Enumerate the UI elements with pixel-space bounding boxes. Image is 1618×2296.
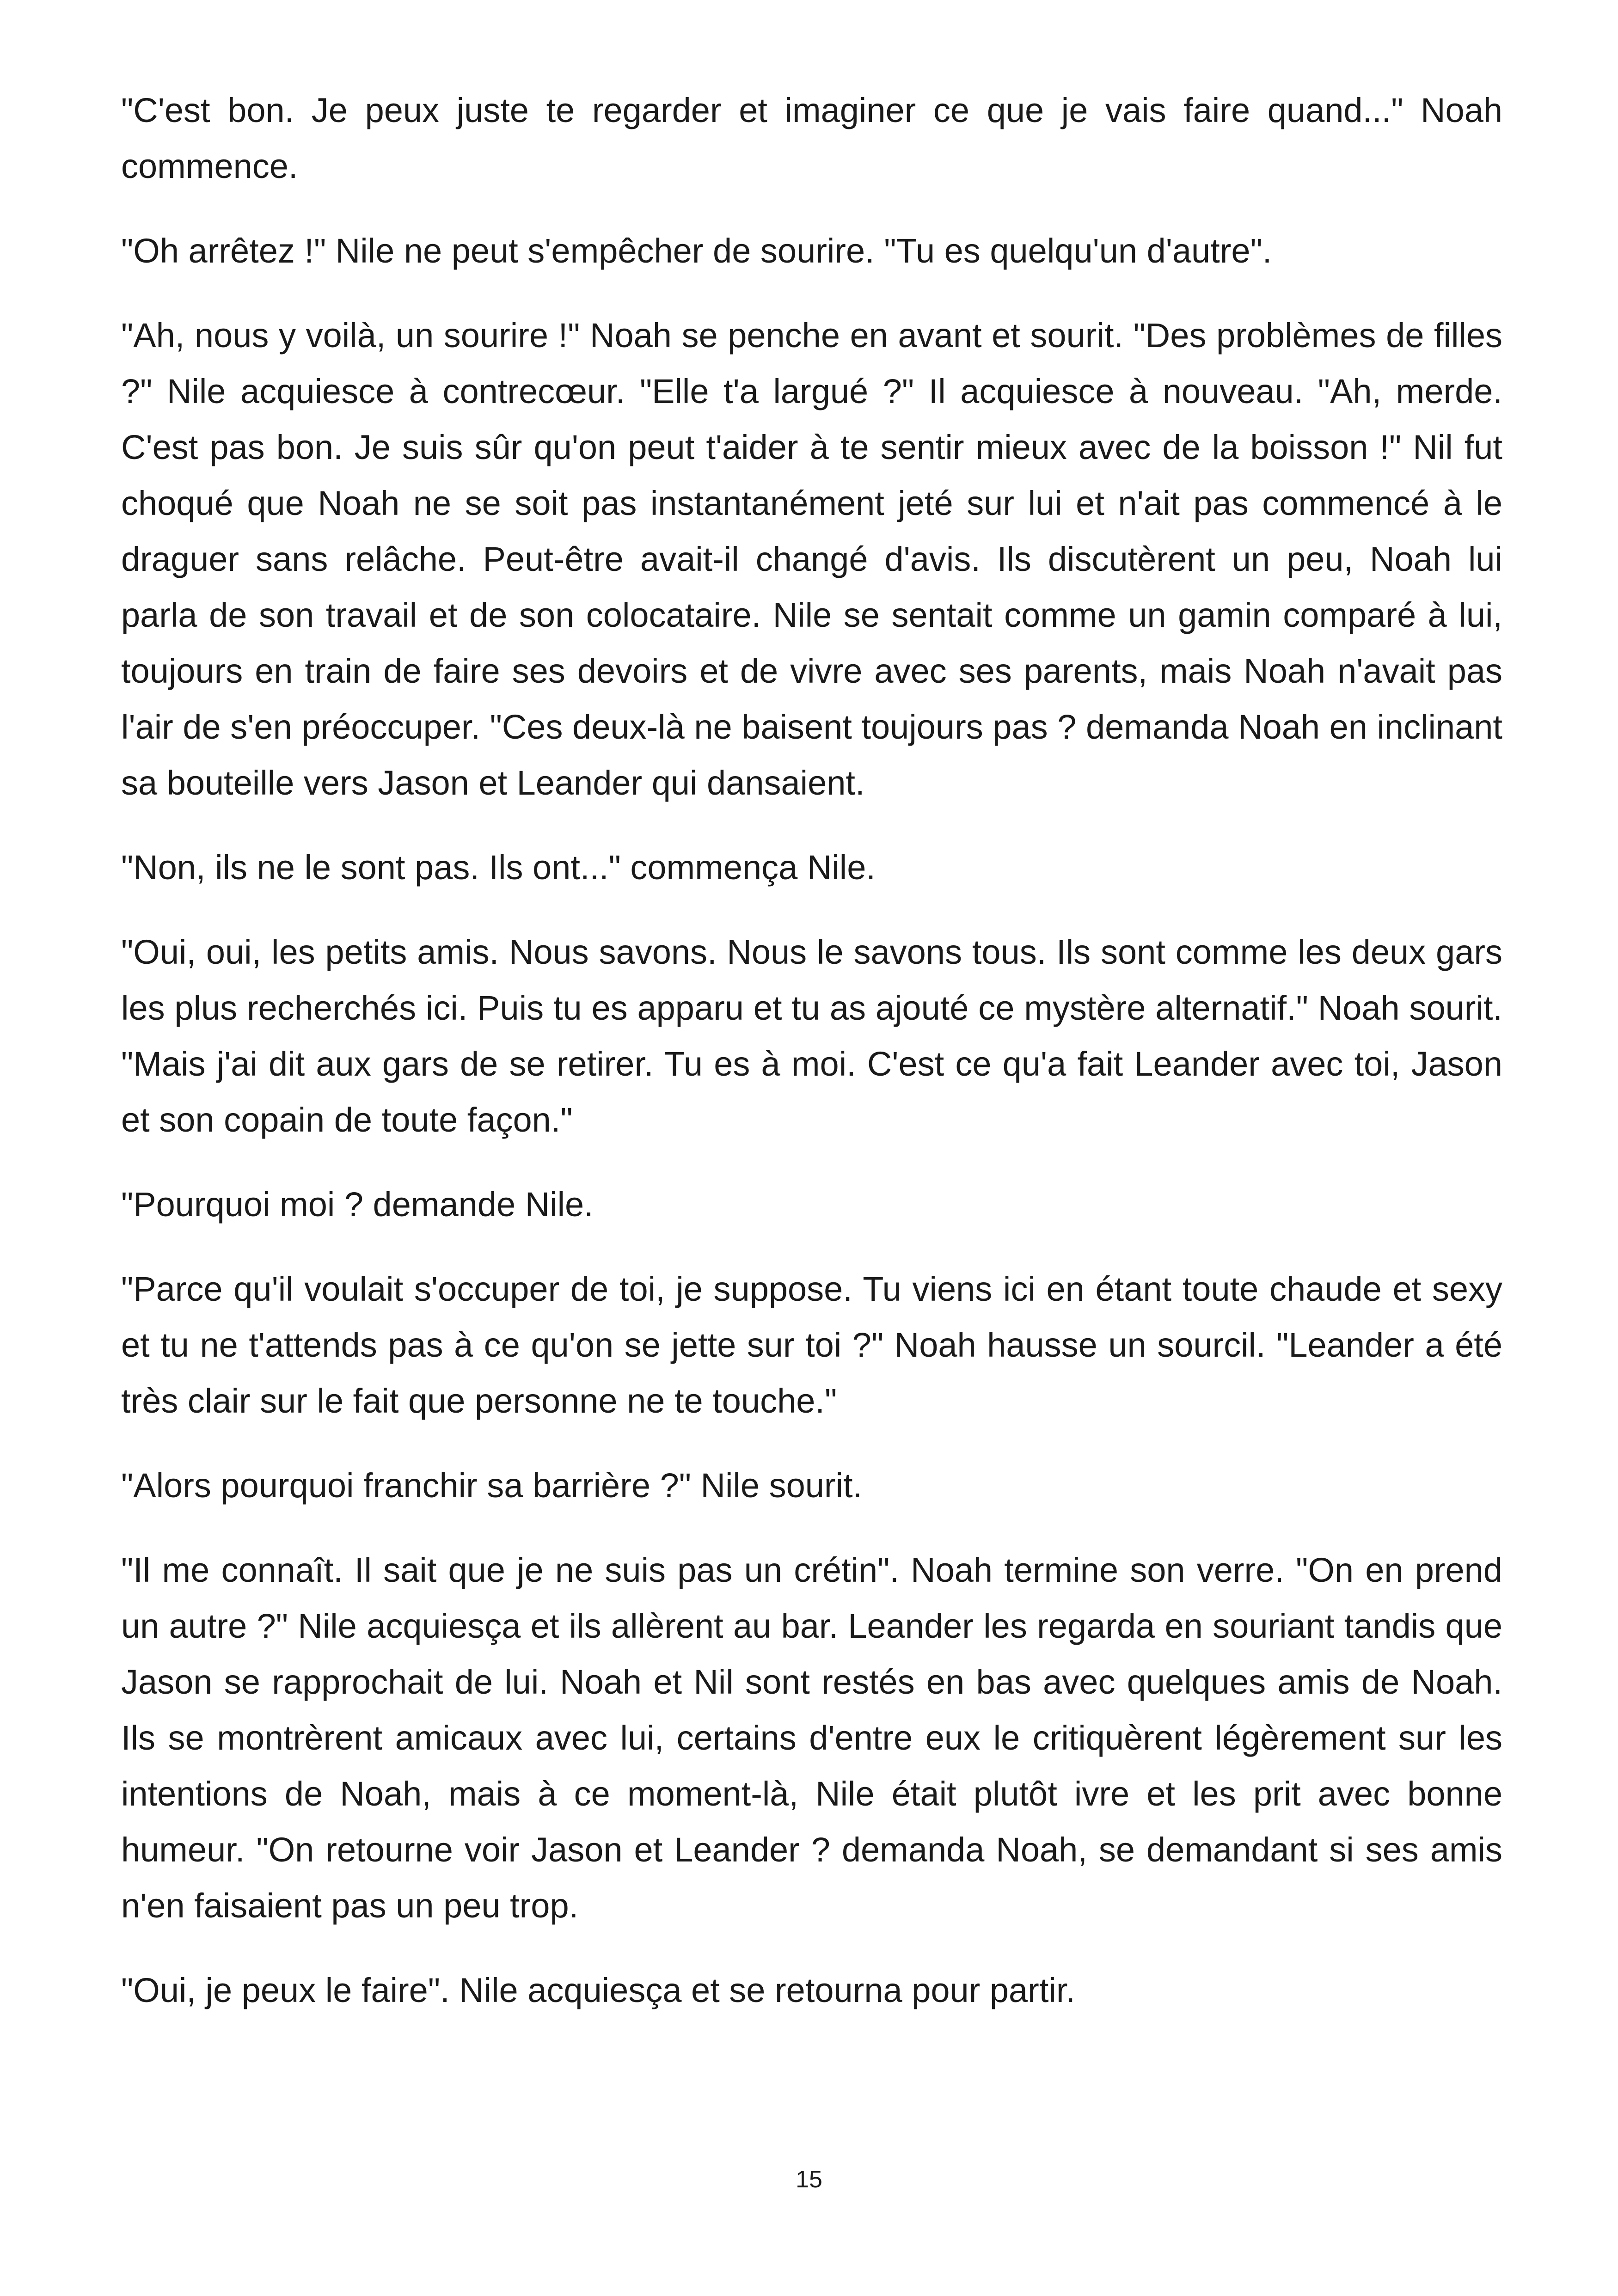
paragraph-5: "Oui, oui, les petits amis. Nous savons. Nous le savons tous. Ils sont comme les deux gars les plus recherchés ici. Puis tu es apparu et tu as ajouté ce mystère alternatif." Noah sourit. "Mais j'ai dit aux gars de se retirer. Tu es à moi. C'est ce qu'a fait Leander avec toi, Jason et son copain de toute façon." [121, 933, 1502, 1139]
paragraph-9: "Il me connaît. Il sait que je ne suis pas un crétin". Noah termine son verre. "On en prend un autre ?" Nile acquiesça et ils allèrent au bar. Leander les regarda en souriant tandis que Jason se rapprochait de lui. Noah et Nil sont restés en bas avec quelques amis de Noah. Ils se montrèrent amicaux avec lui, certains d'entre eux le critiquèrent légèrement sur les intentions de Noah, mais à ce moment-là, Nile était plutôt ivre et les prit avec bonne humeur. "On retourne voir Jason et Leander ? demanda Noah, se demandant si ses amis n'en faisaient pas un peu trop. [121, 1551, 1502, 1925]
page-number: 15 [796, 2166, 822, 2193]
paragraph-3: "Ah, nous y voilà, un sourire !" Noah se penche en avant et sourit. "Des problèmes de filles ?" Nile acquiesce à contrecœur. "Elle t'a largué ?" Il acquiesce à nouveau. "Ah, merde. C'est pas bon. Je suis sûr qu'on peut t'aider à te sentir mieux avec de la boisson !" Nil fut choqué que Noah ne se soit pas instantanément jeté sur lui et n'ait pas commencé à le draguer sans relâche. Peut-être avait-il changé d'avis. Ils discutèrent un peu, Noah lui parla de son travail et de son colocataire. Nile se sentait comme un gamin comparé à lui, toujours en train de faire ses devoirs et de vivre avec ses parents, mais Noah n'avait pas l'air de s'en préoccuper. "Ces deux-là ne baisent toujours pas ? demanda Noah en inclinant sa bouteille vers Jason et Leander qui dansaient. [121, 316, 1502, 802]
paragraph-10: "Oui, je peux le faire". Nile acquiesça et se retourna pour partir. [121, 1971, 1075, 2009]
paragraph-8: "Alors pourquoi franchir sa barrière ?" Nile sourit. [121, 1466, 863, 1505]
paragraph-1: "C'est bon. Je peux juste te regarder et imaginer ce que je vais faire quand..." Noah commence. [121, 91, 1502, 185]
paragraph-4: "Non, ils ne le sont pas. Ils ont..." commença Nile. [121, 848, 876, 887]
paragraph-2: "Oh arrêtez !" Nile ne peut s'empêcher de sourire. "Tu es quelqu'un d'autre". [121, 232, 1272, 270]
body-text [121, 82, 1502, 2047]
paragraph-6: "Pourquoi moi ? demande Nile. [121, 1185, 594, 1224]
paragraph-7: "Parce qu'il voulait s'occuper de toi, je suppose. Tu viens ici en étant toute chaude et sexy et tu ne t'attends pas à ce qu'on se jette sur toi ?" Noah hausse un sourcil. "Leander a été très clair sur le fait que personne ne te touche." [121, 1270, 1502, 1420]
